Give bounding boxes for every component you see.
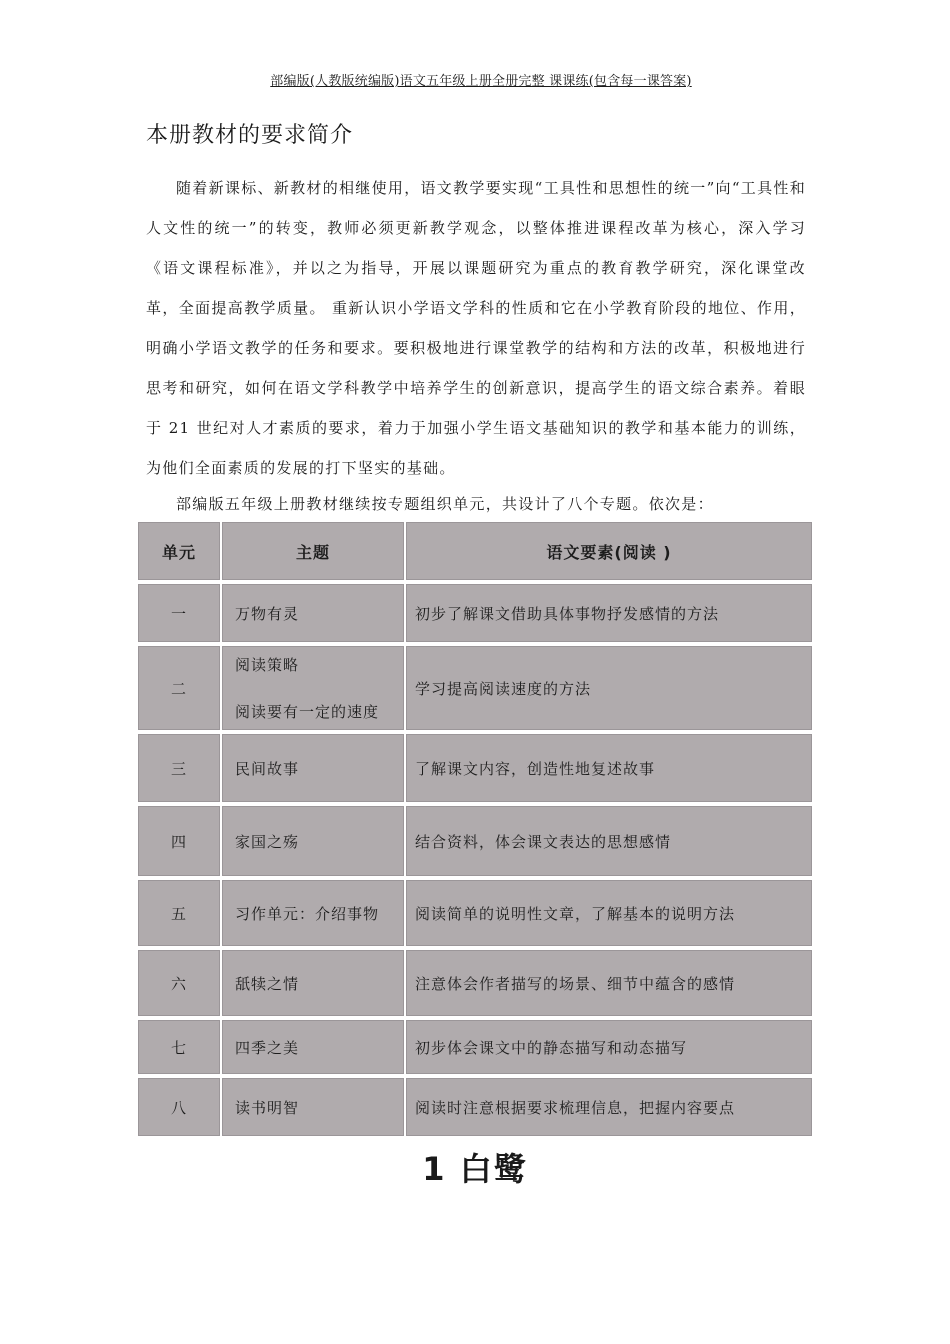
- element-cell: 阅读简单的说明性文章，了解基本的说明方法: [406, 880, 812, 946]
- lesson-title: 1 白鹭: [422, 1150, 528, 1188]
- unit-cell: 二: [138, 646, 220, 730]
- theme-cell: [222, 646, 404, 730]
- unit-cell: 三: [138, 734, 220, 802]
- unit-cell: 七: [138, 1020, 220, 1074]
- table-row: [138, 734, 812, 802]
- unit-cell: 一: [138, 584, 220, 642]
- header-element: 语文要素(阅读 ): [406, 522, 812, 580]
- section-title: 本册教材的要求简介: [146, 123, 354, 148]
- unit-cell: 六: [138, 950, 220, 1016]
- element-cell: 阅读时注意根据要求梳理信息，把握内容要点: [406, 1078, 812, 1136]
- theme-cell: 舐犊之情: [222, 950, 404, 1016]
- element-cell: 结合资料，体会课文表达的思想感情: [406, 806, 812, 876]
- theme-cell: 万物有灵: [222, 584, 404, 642]
- table-row: [138, 880, 812, 946]
- theme-line: 阅读策略: [235, 656, 300, 674]
- header-unit: 单元: [138, 522, 220, 580]
- element-cell: 了解课文内容，创造性地复述故事: [406, 734, 812, 802]
- table-row: [138, 1020, 812, 1074]
- unit-cell: 四: [138, 806, 220, 876]
- theme-line: 阅读要有一定的速度: [235, 703, 380, 721]
- header-theme: 主题: [222, 522, 404, 580]
- table-row: [138, 1078, 812, 1136]
- theme-cell: 民间故事: [222, 734, 404, 802]
- element-cell: 学习提高阅读速度的方法: [406, 646, 812, 730]
- element-cell: 初步体会课文中的静态描写和动态描写: [406, 1020, 812, 1074]
- table-row: [138, 646, 812, 730]
- table-row: [138, 584, 812, 642]
- element-cell: 注意体会作者描写的场景、细节中蕴含的感情: [406, 950, 812, 1016]
- table-header-row: [138, 522, 812, 580]
- running-header: 部编版(人教版统编版)语文五年级上册全册完整 课课练(包含每一课答案): [270, 74, 692, 89]
- unit-cell: 八: [138, 1078, 220, 1136]
- theme-cell: 四季之美: [222, 1020, 404, 1074]
- table-intro: 部编版五年级上册教材继续按专题组织单元，共设计了八个专题。依次是：: [176, 495, 714, 513]
- table-row: [138, 950, 812, 1016]
- theme-cell: 家国之殇: [222, 806, 404, 876]
- unit-cell: 五: [138, 880, 220, 946]
- units-table: [138, 522, 812, 1140]
- theme-cell: 习作单元：介绍事物: [222, 880, 404, 946]
- intro-paragraph: 随着新课标、新教材的相继使用，语文教学要实现“工具性和思想性的统一”向“工具性和人文性的统一”的转变，教师必须更新教学观念，以整体推进课程改革为核心，深入学习《语文课程标准》，并以之为指导，开展以课题研究为重点的教育教学研究，深化课堂改革，全面提高教学质量。 重新认识小学语文学科的性质和它在小学教育阶段的地位、作用，明确小学语文教学的任务和要求。要积极地进行课堂教学的结构和方法的改革，积极地进行思考和研究，如何在语文学科教学中培养学生的创新意识，提高学生的语文综合素养。着眼于 21 世纪对人才素质的要求，着力于加强小学生语文基础知识的教学和基本能力的训练，为他们全面素质的发展的打下坚实的基础。: [146, 179, 807, 477]
- element-cell: 初步了解课文借助具体事物抒发感情的方法: [406, 584, 812, 642]
- theme-cell: 读书明智: [222, 1078, 404, 1136]
- table-row: [138, 806, 812, 876]
